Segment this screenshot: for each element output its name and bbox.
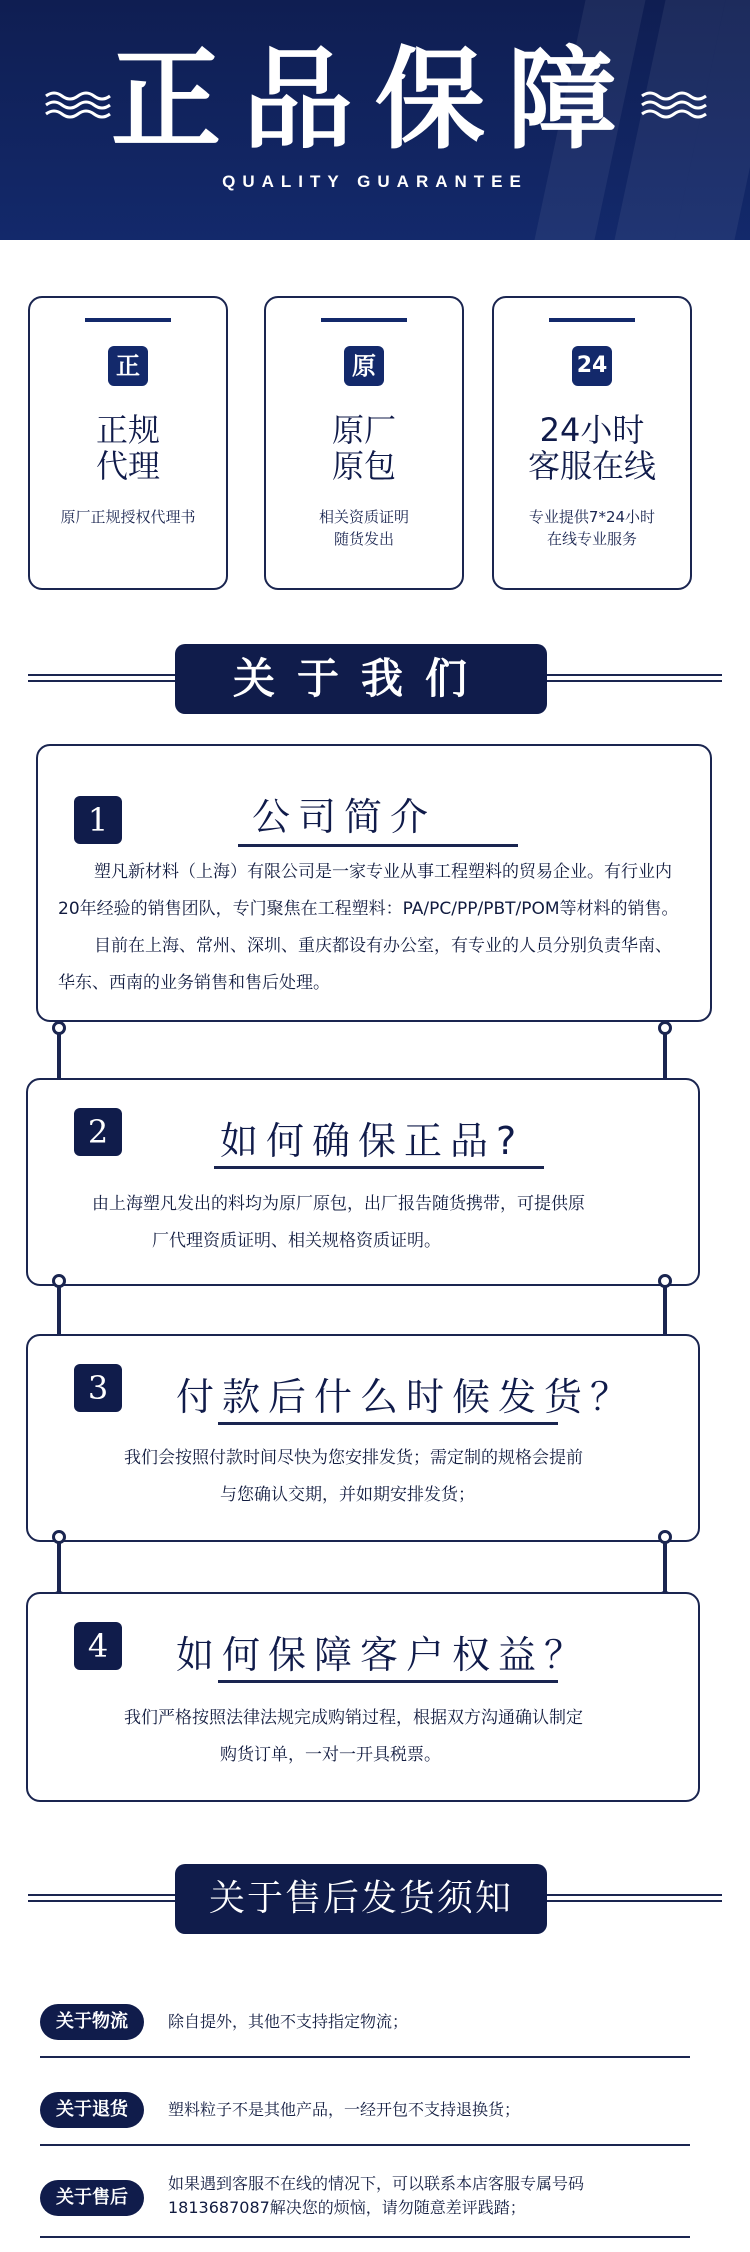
hero-subtitle: QUALITY GUARANTEE [222,172,528,191]
info-title: 如何确保正品? [220,1119,525,1163]
aftersales-text: 18136870​87解决您的烦恼，请勿随意差评践踏； [168,2198,526,2217]
info-text: 购货订单，一对一开具税票。 [220,1745,441,1765]
aftersales-label: 关于退货 [40,2092,144,2128]
info-title: 如何保障客户权益？ [176,1633,591,1677]
feature-badge: 正 [108,346,148,386]
feature-title-line: 24小时 [539,411,645,449]
feature-desc: 相关资质证明 [318,508,409,526]
info-text: 华东、西南的业务销售和售后处理。 [58,973,330,993]
info-text: 我们严格按照法律法规完成购销过程，根据双方沟通确认制定 [124,1708,583,1728]
hero-title: 正品保障 [111,36,639,164]
divider [40,2144,690,2146]
number-badge: 3 [74,1364,122,1412]
info-card-company [36,744,712,1022]
info-text: 目前在上海、常州、深圳、重庆都设有办公室，有专业的人员分别负责华南、 [94,936,672,956]
info-title: 付款后什么时候发货？ [176,1375,637,1419]
info-text: 20年经验的销售团队，专门聚焦在工程塑料：PA/PC/PP/PBT/POM等材料的销售。 [58,899,679,919]
number-badge: 1 [74,796,122,844]
feature-badge: 24 [572,346,612,386]
section-title-about: 关于我们 [175,644,547,714]
aftersales-row-logistics [40,2004,700,2044]
info-card-rights [26,1592,700,1802]
feature-title-line: 客服在线 [527,447,656,485]
feature-card-authorized [28,296,228,590]
divider [40,2056,690,2058]
info-text: 与您确认交期，并如期安排发货； [220,1485,475,1505]
feature-desc: 随货发出 [333,530,394,548]
feature-card-original [264,296,464,590]
number-badge: 4 [74,1622,122,1670]
feature-card-24h [492,296,692,590]
info-card-shipping [26,1334,700,1542]
info-text: 塑凡新材料（上海）有限公司是一家专业从事工程塑料的贸易企业。有行业内 [94,862,672,882]
section-title-aftersales: 关于售后发货须知 [175,1864,547,1934]
aftersales-label: 关于物流 [40,2004,144,2040]
aftersales-text: 除自提外，其他不支持指定物流； [168,2012,409,2031]
feature-desc: 专业提供7*24小时 [528,508,656,526]
aftersales-label: 关于售后 [40,2180,144,2216]
feature-desc: 原厂正规授权代理书 [60,508,196,526]
info-text: 厂代理资质证明、相关规格资质证明。 [152,1231,441,1251]
hero-banner [0,0,750,240]
aftersales-row-returns [40,2092,700,2132]
info-card-authentic [26,1078,700,1286]
feature-title-line: 正规 [95,411,160,449]
feature-desc: 在线专业服务 [546,530,637,548]
aftersales-text: 如果遇到客服不在线的情况下，可以联系本店客服专属号码 [168,2174,585,2193]
divider [40,2236,690,2238]
aftersales-row-service [40,2168,700,2228]
number-badge: 2 [74,1108,122,1156]
feature-badge: 原 [344,346,384,386]
info-title: 公司简介 [252,795,437,839]
info-text: 由上海塑凡发出的料均为原厂原包，出厂报告随货携带，可提供原 [92,1194,585,1214]
info-text: 我们会按照付款时间尽快为您安排发货；需定制的规格会提前 [124,1448,583,1468]
feature-title-line: 原包 [331,447,396,485]
feature-title-line: 代理 [95,447,160,485]
aftersales-text: 塑料粒子不是其他产品，一经开包不支持退换货； [168,2100,521,2119]
feature-title-line: 原厂 [331,411,396,449]
